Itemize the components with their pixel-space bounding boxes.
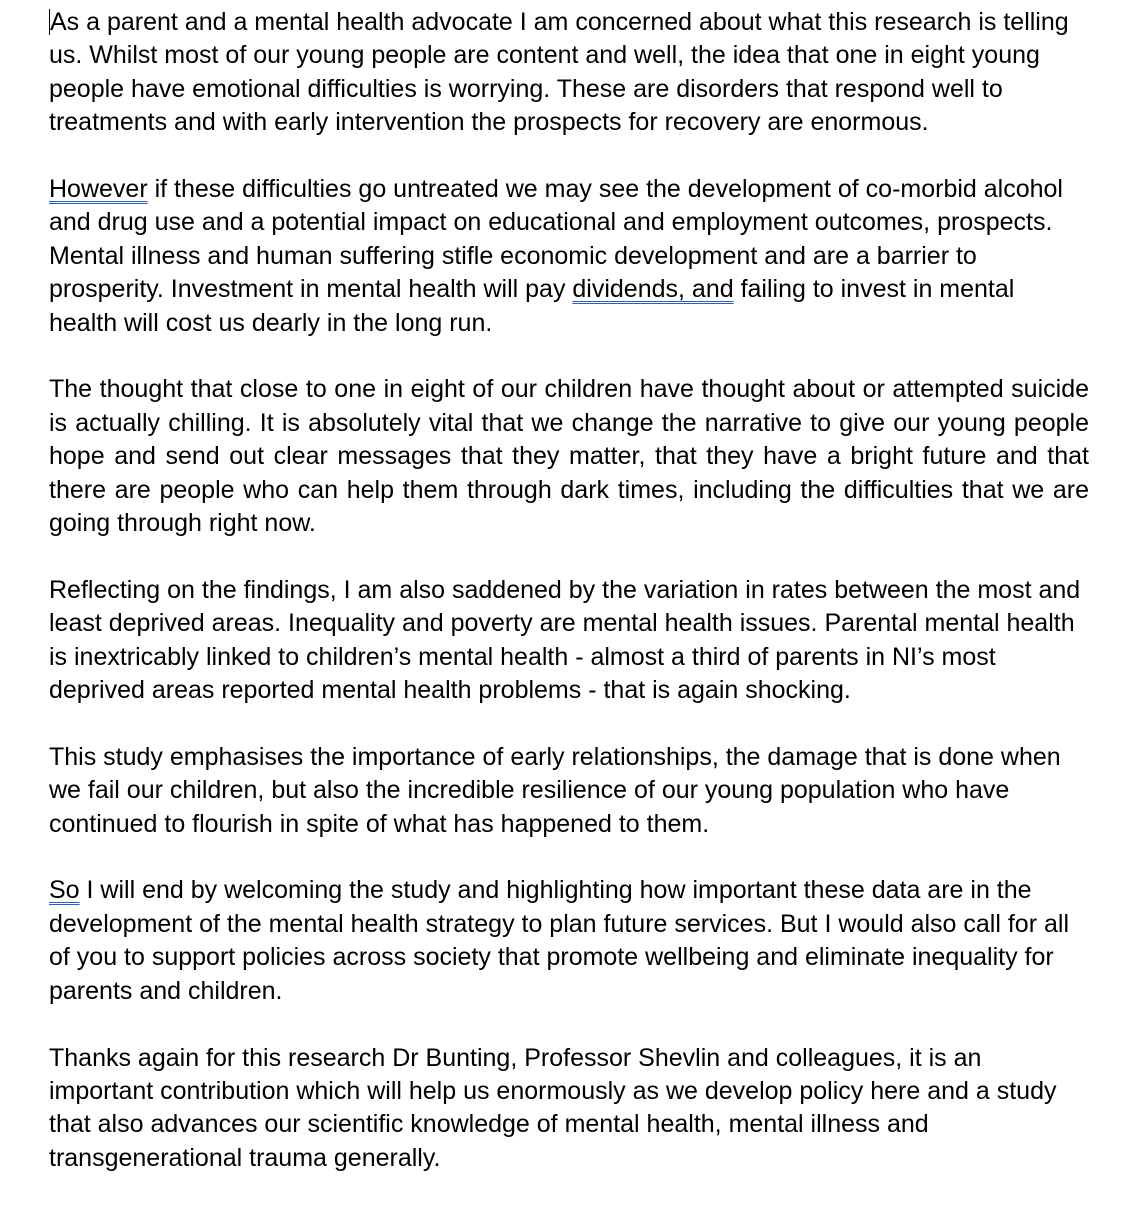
grammar-flag-dividends[interactable]: dividends, and [572,275,734,304]
paragraph-text: I will end by welcoming the study and highlighting how important these data are in the development of the mental health strategy to plan future services. But I would also call for all of you to support policies across society that promote wellbeing and eliminate inequality for parents and children. [49,876,1069,1005]
paragraph-text: The thought that close to one in eight of our children have thought about or attempted suicide is actually chilling. It is absolutely vital that we change the narrative to give our young people hope and send out clear messages that they matter, that they have a bright future and that there are people who can help them through dark times, including the difficulties that we are going through right now. [49,375,1089,538]
document-body[interactable] [49,6,1089,1209]
paragraph-text: if these difficulties go untreated we may see the development of co-morbid alcohol and drug use and a potential impact on educational and employment outcomes, prospects. Mental illness and human suffering stifle economic development and are a barrier to prosperity. Investment in mental health will pay [49,175,1063,304]
paragraph-1[interactable] [49,6,1089,140]
paragraph-text: Reflecting on the findings, I am also saddened by the variation in rates between the most and least deprived areas. Inequality and poverty are mental health issues. Parental mental health is inextricably linked to children’s mental health - almost a third of parents in NI’s most deprived areas reported mental health problems - that is again shocking. [49,575,1081,705]
paragraph-text: Thanks again for this research Dr Bunting, Professor Shevlin and colleagues, it is an important contribution which will help us enormously as we develop policy here and a study that also advances our scientific knowledge of mental health, mental illness and transgenerational trauma generally. [49,1043,1057,1172]
paragraph-6[interactable] [49,874,1089,1008]
paragraph-text: failing to invest in mental health will cost us dearly in the long run. [49,275,1015,337]
paragraph-3[interactable] [49,373,1089,540]
grammar-flag-however[interactable]: However [49,175,148,204]
paragraph-4[interactable] [49,574,1089,708]
paragraph-7[interactable] [49,1042,1089,1176]
paragraph-text: As a parent and a mental health advocate I am concerned about what this research is telling us. Whilst most of our young people are content and well, the idea that one in eight young people have emotional difficulties is worrying. These are disorders that respond well to treatments and with early intervention the prospects for recovery are enormous. [49,8,1069,137]
paragraph-2[interactable] [49,173,1089,340]
paragraph-5[interactable] [49,741,1089,841]
grammar-flag-so[interactable]: So [49,876,80,905]
paragraph-text: This study emphasises the importance of early relationships, the damage that is done when we fail our children, but also the incredible resilience of our young population who have continued to flourish in spite of what has happened to them. [49,742,1061,838]
